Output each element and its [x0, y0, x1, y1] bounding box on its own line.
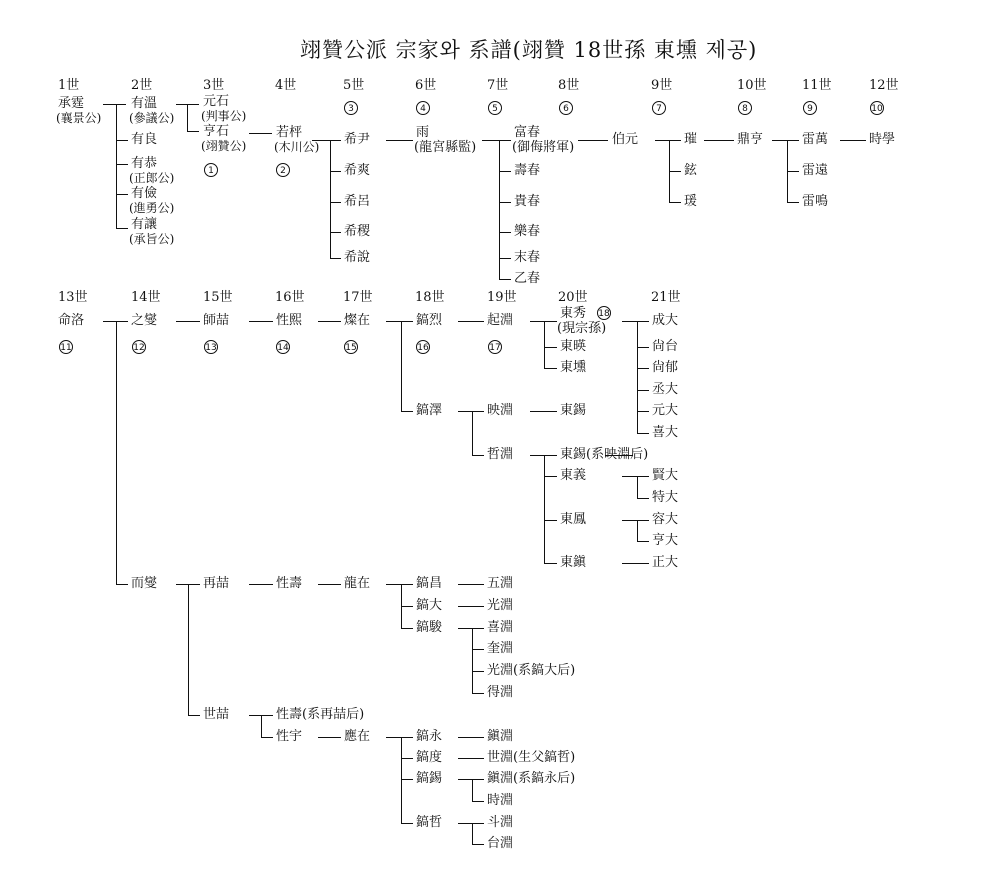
connector: [622, 476, 649, 477]
person-name: 鎬永: [416, 729, 443, 744]
generation-mark: 8: [738, 101, 752, 115]
person-name: 喜淵: [487, 620, 514, 635]
generation-header: 11世: [802, 78, 832, 93]
person-title: (判事公): [201, 109, 247, 123]
generation-mark: 12: [132, 340, 146, 354]
connector: [116, 584, 128, 585]
person-name: 應在: [344, 729, 371, 744]
connector: [499, 140, 500, 280]
connector: [249, 584, 273, 585]
person-name: 雷萬: [802, 132, 829, 147]
person-name: 雷遠: [802, 163, 829, 178]
person-name: 希稷: [344, 224, 371, 239]
connector: [116, 228, 128, 229]
person-title: (承旨公): [129, 232, 175, 246]
connector: [458, 737, 484, 738]
person-name: 喜大: [652, 425, 679, 440]
person-name: 容大: [652, 512, 679, 527]
connector: [622, 321, 649, 322]
connector: [386, 737, 413, 738]
person-name: 斗淵: [487, 815, 514, 830]
connector: [116, 164, 128, 165]
connector: [188, 584, 189, 715]
generation-mark: 18: [597, 306, 611, 320]
generation-header: 8世: [558, 78, 580, 93]
connector: [187, 104, 188, 132]
person-name: 希尹: [344, 132, 371, 147]
person-name: 性宇: [276, 729, 303, 744]
connector: [637, 520, 638, 541]
person-name: 雨: [416, 125, 430, 140]
person-name: 鎬烈: [416, 313, 443, 328]
connector: [401, 758, 413, 759]
connector: [637, 368, 649, 369]
connector: [472, 801, 484, 802]
connector: [499, 258, 511, 259]
person-name: 希呂: [344, 194, 371, 209]
person-name: 映淵: [487, 403, 514, 418]
generation-mark: 14: [276, 340, 290, 354]
connector: [318, 321, 341, 322]
person-title: (正郎公): [129, 171, 175, 185]
person-name: 璀: [684, 132, 698, 147]
connector: [458, 823, 484, 824]
person-name: 亨大: [652, 533, 679, 548]
document-title: 翊贊公派 宗家와 系譜(翊贊 18世孫 東壎 제공): [300, 38, 758, 62]
person-title: (龍宮縣監): [414, 140, 477, 155]
generation-header: 14世: [131, 290, 161, 305]
connector: [669, 202, 681, 203]
person-name: 希說: [344, 250, 371, 265]
person-name: 東暎: [560, 339, 587, 354]
generation-header: 12世: [869, 78, 899, 93]
person-name: 得淵: [487, 685, 514, 700]
connector: [188, 715, 200, 716]
connector: [637, 411, 649, 412]
person-name: 希爽: [344, 163, 371, 178]
generation-header: 4世: [275, 78, 297, 93]
person-name: 五淵: [487, 576, 514, 591]
person-name: 鎬昌: [416, 576, 443, 591]
person-name: 燦在: [344, 313, 371, 328]
generation-header: 17世: [343, 290, 373, 305]
connector: [544, 563, 557, 564]
connector: [544, 455, 545, 563]
connector: [704, 140, 734, 141]
generation-header: 7世: [487, 78, 509, 93]
person-name: 特大: [652, 490, 679, 505]
person-name: 之燮: [131, 313, 158, 328]
generation-mark: 13: [204, 340, 218, 354]
connector: [261, 737, 273, 738]
person-name: 鎬大: [416, 598, 443, 613]
connector: [544, 520, 557, 521]
connector: [637, 321, 638, 433]
connector: [637, 347, 649, 348]
person-name: 東秀: [560, 306, 587, 321]
generation-mark: 15: [344, 340, 358, 354]
person-name: 奎淵: [487, 641, 514, 656]
connector: [401, 628, 413, 629]
person-title: (現宗孫): [557, 321, 607, 336]
person-name: 鎬哲: [416, 815, 443, 830]
connector: [116, 321, 117, 584]
connector: [401, 737, 402, 823]
generation-header: 13世: [58, 290, 88, 305]
connector: [499, 171, 511, 172]
generation-header: 9世: [651, 78, 673, 93]
connector: [482, 140, 511, 141]
generation-mark: 6: [559, 101, 573, 115]
connector: [472, 671, 484, 672]
connector: [637, 390, 649, 391]
person-name: 哲淵: [487, 447, 514, 462]
person-name: 台淵: [487, 836, 514, 851]
person-name: 性壽(系再喆后): [276, 707, 365, 722]
connector: [249, 321, 273, 322]
person-name: 壽春: [514, 163, 541, 178]
connector: [787, 202, 799, 203]
connector: [472, 649, 484, 650]
person-name: 龍在: [344, 576, 371, 591]
person-name: 樂春: [514, 224, 541, 239]
connector: [637, 498, 649, 499]
person-name: 命洛: [58, 313, 85, 328]
person-name: 世淵(生父鎬哲): [487, 750, 576, 765]
person-name: 性熙: [276, 313, 303, 328]
generation-header: 20世: [558, 290, 588, 305]
generation-mark: 5: [488, 101, 502, 115]
connector: [472, 693, 484, 694]
connector: [401, 779, 413, 780]
person-name: 有良: [131, 132, 158, 147]
person-name: 時淵: [487, 793, 514, 808]
person-name: 性壽: [276, 576, 303, 591]
connector: [312, 140, 341, 141]
person-name: 東鳳: [560, 512, 587, 527]
connector: [655, 140, 681, 141]
person-name: 起淵: [487, 313, 514, 328]
person-title: (翊贊公): [201, 139, 247, 153]
person-name: 正大: [652, 555, 679, 570]
generation-mark: 3: [344, 101, 358, 115]
person-name: 鎭淵: [487, 729, 514, 744]
connector: [605, 455, 633, 456]
person-name: 元大: [652, 403, 679, 418]
connector: [472, 779, 473, 801]
person-name: 富春: [514, 125, 541, 140]
generation-header: 16世: [275, 290, 305, 305]
connector: [318, 584, 341, 585]
generation-header: 2世: [131, 78, 153, 93]
person-name: 東義: [560, 468, 587, 483]
connector: [787, 171, 799, 172]
connector: [622, 563, 649, 564]
connector: [499, 202, 511, 203]
connector: [386, 321, 413, 322]
person-name: 鼎亨: [737, 132, 764, 147]
person-title: (進勇公): [129, 201, 175, 215]
connector: [637, 433, 649, 434]
connector: [261, 715, 262, 737]
person-name: 鎭淵(系鎬永后): [487, 771, 576, 786]
connector: [637, 541, 649, 542]
person-name: 東壎: [560, 360, 587, 375]
person-name: 瑗: [684, 194, 698, 209]
person-name: 世喆: [203, 707, 230, 722]
connector: [458, 628, 484, 629]
person-name: 鎬度: [416, 750, 443, 765]
person-name: 光淵(系鎬大后): [487, 663, 576, 678]
connector: [669, 171, 681, 172]
connector: [330, 232, 341, 233]
generation-mark: 1: [204, 163, 218, 177]
generation-header: 10世: [737, 78, 767, 93]
person-name: 東錫: [560, 403, 587, 418]
person-name: 乙春: [514, 271, 541, 286]
person-name: 雷鳴: [802, 194, 829, 209]
connector: [318, 737, 341, 738]
connector: [458, 606, 484, 607]
generation-mark: 16: [416, 340, 430, 354]
person-name: 若枰: [276, 125, 303, 140]
connector: [544, 476, 557, 477]
generation-header: 5世: [343, 78, 365, 93]
person-name: 有恭: [131, 156, 158, 171]
connector: [386, 140, 413, 141]
person-name: 成大: [652, 313, 679, 328]
connector: [330, 140, 331, 258]
person-name: 師喆: [203, 313, 230, 328]
person-name: 再喆: [203, 576, 230, 591]
person-name: 元石: [203, 94, 230, 109]
generation-mark: 17: [488, 340, 502, 354]
person-title: (襄景公): [56, 111, 102, 125]
person-name: 時學: [869, 132, 896, 147]
connector: [472, 628, 473, 693]
connector: [401, 411, 413, 412]
person-name: 有溫: [131, 96, 158, 111]
person-name: 東錫(系映淵后): [560, 447, 649, 462]
connector: [472, 823, 473, 844]
person-title: (木川公): [274, 140, 320, 154]
connector: [386, 584, 413, 585]
connector: [544, 347, 557, 348]
person-name: 有讓: [131, 217, 158, 232]
generation-header: 21世: [651, 290, 681, 305]
connector: [472, 844, 484, 845]
connector: [544, 368, 557, 369]
person-name: 鎬錫: [416, 771, 443, 786]
connector: [116, 104, 117, 229]
person-name: 尙郁: [652, 360, 679, 375]
connector: [578, 140, 608, 141]
connector: [249, 133, 272, 134]
connector: [530, 411, 557, 412]
connector: [330, 171, 341, 172]
person-name: 伯元: [612, 132, 639, 147]
person-name: 而燮: [131, 576, 158, 591]
connector: [458, 584, 484, 585]
connector: [116, 194, 128, 195]
connector: [401, 823, 413, 824]
person-name: 有儉: [131, 186, 158, 201]
connector: [330, 258, 341, 259]
connector: [637, 476, 638, 498]
person-name: 鉉: [684, 163, 698, 178]
connector: [544, 321, 545, 368]
generation-mark: 7: [652, 101, 666, 115]
connector: [499, 279, 511, 280]
connector: [103, 104, 126, 105]
generation-header: 15世: [203, 290, 233, 305]
generation-header: 19世: [487, 290, 517, 305]
connector: [116, 140, 128, 141]
connector: [330, 202, 341, 203]
person-name: 丞大: [652, 382, 679, 397]
connector: [458, 321, 484, 322]
connector: [499, 232, 511, 233]
generation-mark: 9: [803, 101, 817, 115]
person-name: 賢大: [652, 468, 679, 483]
connector: [401, 606, 413, 607]
generation-mark: 4: [416, 101, 430, 115]
generation-mark: 11: [59, 340, 73, 354]
person-name: 末春: [514, 250, 541, 265]
person-name: 鎬澤: [416, 403, 443, 418]
generation-mark: 10: [870, 101, 884, 115]
person-title: (參議公): [129, 111, 175, 125]
generation-header: 18世: [415, 290, 445, 305]
person-name: 尙台: [652, 339, 679, 354]
person-name: 光淵: [487, 598, 514, 613]
person-name: 亨石: [203, 124, 230, 139]
connector: [401, 321, 402, 411]
connector: [772, 140, 799, 141]
connector: [472, 411, 473, 455]
connector: [458, 779, 484, 780]
connector: [472, 455, 484, 456]
connector: [458, 758, 484, 759]
connector: [187, 131, 199, 132]
person-name: 承霆: [58, 96, 85, 111]
connector: [840, 140, 866, 141]
person-name: 鎬駿: [416, 620, 443, 635]
person-name: 貴春: [514, 194, 541, 209]
connector: [622, 520, 649, 521]
generation-header: 6世: [415, 78, 437, 93]
generation-header: 1世: [58, 78, 80, 93]
person-title: (御侮將軍): [512, 140, 575, 155]
generation-header: 3世: [203, 78, 225, 93]
generation-mark: 2: [276, 163, 290, 177]
connector: [458, 411, 484, 412]
connector: [176, 321, 200, 322]
person-name: 東鎭: [560, 555, 587, 570]
